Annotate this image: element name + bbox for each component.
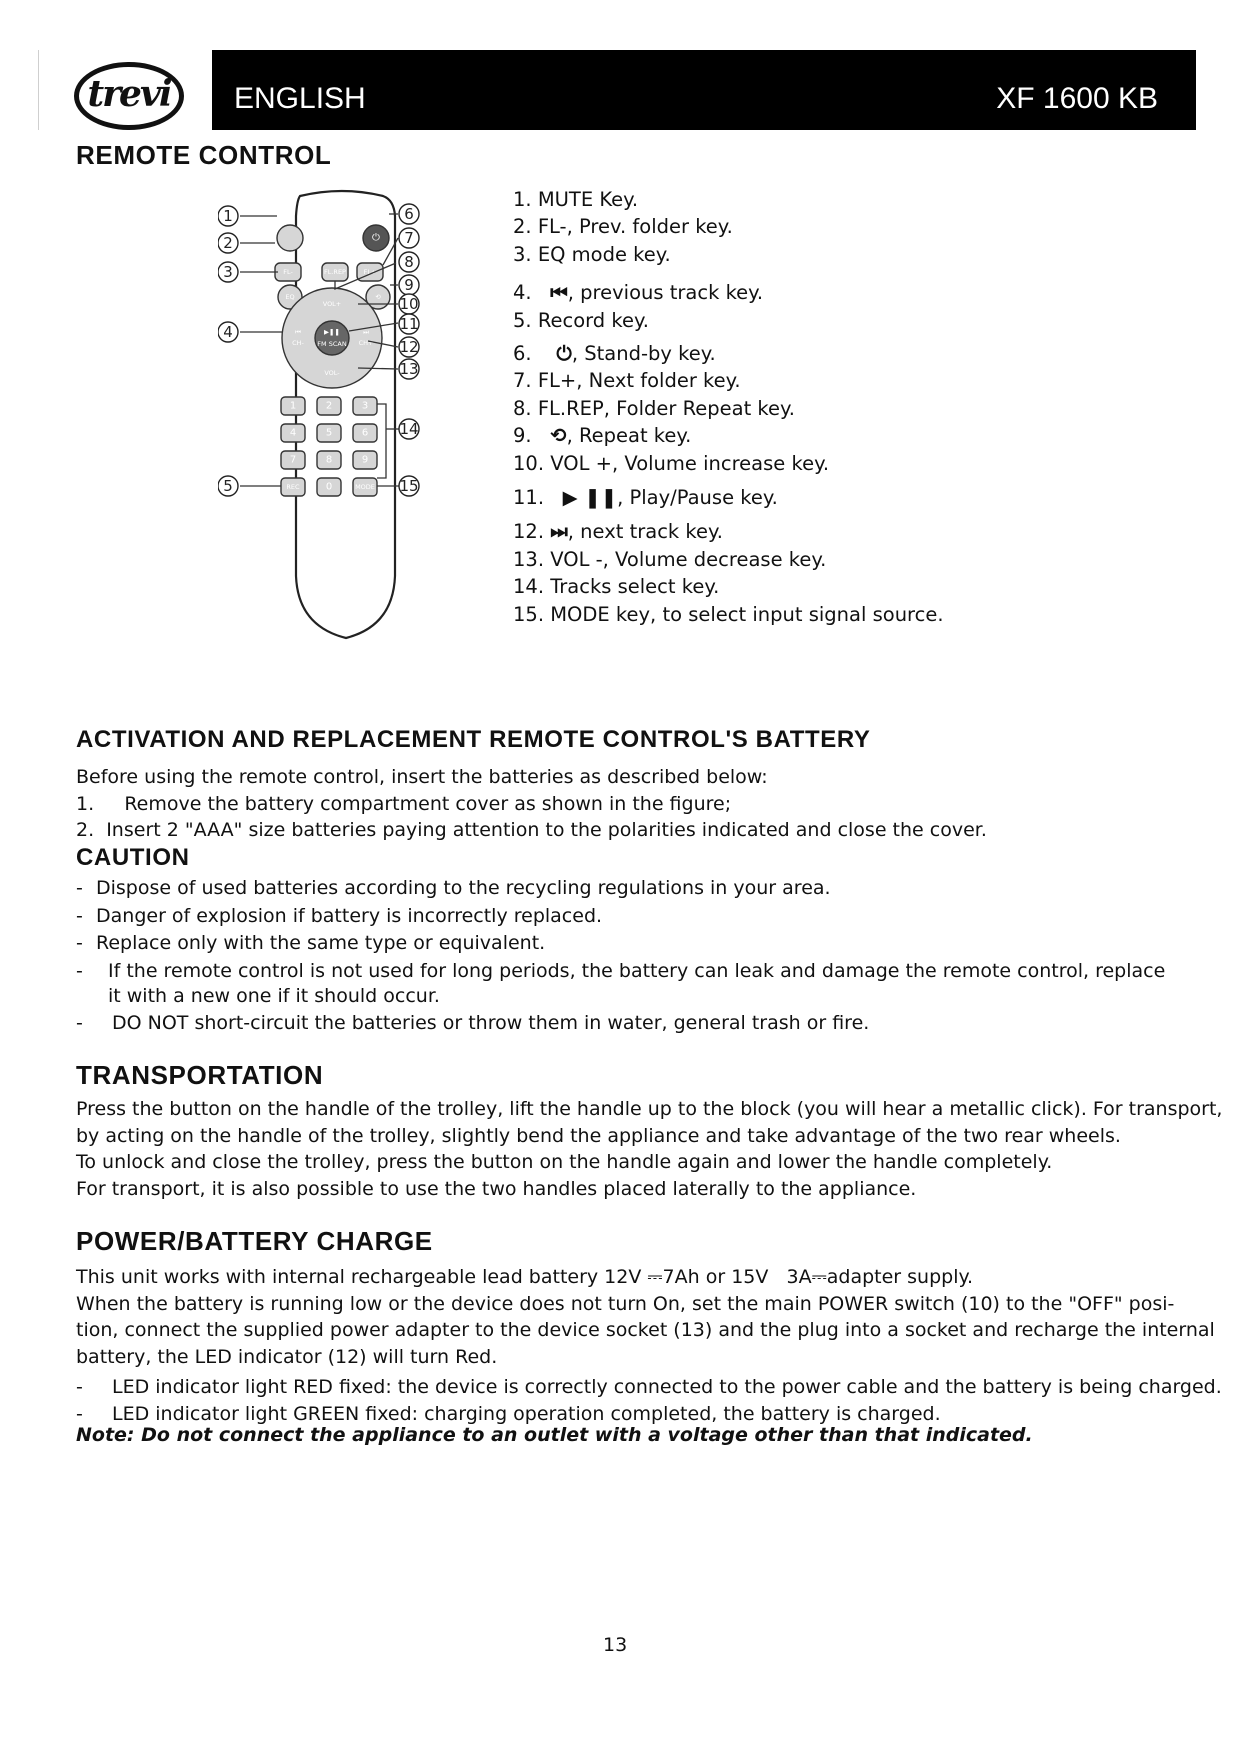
remote-control-figure	[218, 186, 468, 676]
caution-text: If the remote control is not used for long periods, the battery can leak and damage the remote control, replace it with a new one if it should occur.	[108, 959, 1166, 1007]
caution-item: - Danger of explosion if battery is incorrectly replaced.	[76, 904, 603, 927]
next-track-icon: ⏭	[550, 520, 568, 544]
vol-minus-label: VOL-	[324, 369, 340, 377]
callout-label: 15	[399, 477, 419, 495]
mute-key	[277, 225, 303, 251]
caution-list	[76, 876, 1166, 1039]
key-description: , previous track key.	[567, 281, 764, 305]
key-item	[513, 422, 944, 449]
play-pause-key	[315, 321, 349, 355]
power-line: tion, connect the supplied power adapter to the device socket (13) and the plug into a socket and recharge the internal	[76, 1319, 1215, 1341]
caution-item: - If the remote control is not used for long periods, the battery can leak and damage the remote control, replace it with a new one if it should occur.	[76, 959, 1166, 1007]
mode-label: MODE	[355, 483, 375, 491]
key-description: , Repeat key.	[566, 424, 692, 448]
repeat-icon: ⟲	[550, 424, 567, 448]
key-item	[513, 241, 944, 268]
fm-scan-label: FM SCAN	[317, 340, 347, 348]
key-item	[513, 601, 944, 628]
callout-label: 4	[223, 323, 233, 341]
transportation-heading: TRANSPORTATION	[76, 1060, 324, 1090]
svg-text:⟲: ⟲	[375, 293, 381, 301]
key-item	[513, 279, 944, 306]
callout-label: 10	[399, 295, 419, 313]
key-item	[513, 518, 944, 545]
key-item	[513, 573, 944, 600]
led-item: - LED indicator light GREEN fixed: charging operation completed, the battery is charged.	[76, 1401, 1222, 1428]
svg-text:⏻: ⏻	[372, 232, 380, 244]
callout-label: 6	[404, 205, 414, 223]
digit-label: 1	[289, 400, 297, 412]
transportation-line: Press the button on the handle of the trolley, lift the handle up to the block (you will hear a metallic click). For transport,	[76, 1098, 1223, 1120]
key-description: MODE key, to select input signal source.	[550, 602, 944, 626]
key-description: MUTE Key.	[537, 188, 639, 211]
callout-label: 11	[399, 315, 419, 333]
key-description: , Stand-by key.	[571, 342, 716, 366]
caution-heading: CAUTION	[76, 844, 190, 871]
activation-line: Before using the remote control, insert the batteries as described below:	[76, 766, 768, 788]
eq-label: EQ	[285, 293, 295, 301]
ch-minus-label: CH-	[292, 339, 304, 347]
key-description: , next track key.	[567, 520, 723, 544]
key-number: 12.	[513, 520, 545, 544]
activation-step: 2. Insert 2 "AAA" size batteries paying attention to the polarities indicated and close the cover.	[76, 819, 987, 841]
callout-label: 5	[223, 477, 233, 495]
fl-plus-label: FL+	[363, 268, 377, 276]
digit-label: 0	[325, 481, 333, 493]
callout-label: 7	[404, 229, 414, 247]
vol-plus-label: VOL+	[322, 300, 342, 308]
callout-label: 2	[223, 234, 233, 252]
ch-plus-label: CH+	[358, 339, 374, 347]
caution-item: - Dispose of used batteries according to the recycling regulations in your area.	[76, 877, 831, 899]
language-label: ENGLISH	[234, 82, 366, 115]
logo-text: trevi	[87, 73, 171, 115]
key-description: VOL +, Volume increase key.	[550, 451, 830, 475]
key-number: 1.	[513, 188, 532, 211]
activation-heading: ACTIVATION AND REPLACEMENT REMOTE CONTROL'S BATTERY	[76, 726, 871, 753]
previous-track-icon: ⏮	[550, 281, 568, 305]
callout-label: 12	[399, 338, 419, 356]
key-number: 11.	[513, 486, 545, 510]
digit-label: 6	[361, 427, 369, 439]
key-number: 13.	[513, 547, 545, 571]
power-heading: POWER/BATTERY CHARGE	[76, 1226, 433, 1256]
key-description: FL.REP, Folder Repeat key.	[537, 396, 795, 420]
key-description: Tracks select key.	[550, 575, 720, 599]
key-item	[513, 546, 944, 573]
remote-body	[296, 191, 395, 638]
key-number: 2.	[513, 215, 532, 239]
key-description: EQ mode key.	[537, 242, 671, 266]
key-item	[513, 307, 944, 334]
key-number: 14.	[513, 575, 545, 599]
key-number: 10.	[513, 451, 545, 475]
digit-label: 2	[325, 400, 333, 412]
key-description: Record key.	[537, 308, 649, 332]
callout-label: 8	[404, 253, 414, 271]
key-description: VOL -, Volume decrease key.	[550, 547, 827, 571]
activation-step: 1. Remove the battery compartment cover as shown in the figure;	[76, 792, 732, 815]
key-number: 3.	[513, 242, 532, 266]
page-number: 13	[603, 1634, 628, 1656]
key-item	[513, 213, 944, 240]
key-number: 9.	[513, 424, 532, 448]
led-indicator-list	[76, 1374, 1222, 1428]
key-number: 6.	[513, 342, 532, 366]
transportation-line: For transport, it is also possible to use the two handles placed laterally to the appliance.	[76, 1177, 917, 1200]
transportation-line: To unlock and close the trolley, press the button on the handle again and lower the handle completely.	[76, 1151, 1053, 1173]
voltage-note: Note: Do not connect the appliance to an outlet with a voltage other than that indicated.	[76, 1424, 1033, 1446]
model-label: XF 1600 KB	[996, 82, 1158, 115]
caution-item: - DO NOT short-circuit the batteries or throw them in water, general trash or fire.	[76, 1012, 870, 1034]
key-item	[513, 367, 944, 394]
svg-text:⏭: ⏭	[363, 328, 369, 336]
fl-rep-label: FL.REP	[324, 268, 346, 276]
digit-label: 5	[325, 427, 333, 439]
remote-key-list	[513, 186, 944, 628]
activation-text	[76, 764, 987, 844]
key-description: FL+, Next folder key.	[537, 369, 741, 393]
header-bar	[212, 50, 1196, 130]
caution-item: - Replace only with the same type or equivalent.	[76, 932, 546, 954]
power-icon: ⏻	[556, 342, 572, 366]
power-line: This unit works with internal rechargeable lead battery 12V ⎓7Ah or 15V 3A⎓adapter supply.	[76, 1266, 974, 1288]
power-line: battery, the LED indicator (12) will turn Red.	[76, 1345, 498, 1368]
callout-label: 13	[399, 360, 419, 378]
key-item	[513, 484, 944, 511]
led-text: LED indicator light RED fixed: the device is correctly connected to the power cable and the battery is being charged.	[112, 1376, 1222, 1398]
key-description: FL-, Prev. folder key.	[537, 215, 733, 239]
trevi-logo	[74, 62, 184, 130]
caution-text: DO NOT short-circuit the batteries or throw them in water, general trash or fire.	[112, 1012, 870, 1034]
margin-rule	[38, 50, 39, 130]
remote-control-heading: REMOTE CONTROL	[76, 140, 332, 170]
callout-label: 9	[404, 276, 414, 294]
remote-control-svg	[218, 186, 468, 676]
key-number: 15.	[513, 602, 545, 626]
caution-text: Dispose of used batteries according to the recycling regulations in your area.	[96, 877, 831, 899]
key-number: 4.	[513, 281, 532, 305]
callout-label: 14	[399, 420, 419, 438]
play-pause-icon: ▶ ❚❚	[562, 486, 618, 510]
fl-minus-label: FL-	[283, 268, 293, 276]
digit-label: 3	[361, 400, 369, 412]
transportation-line: by acting on the handle of the trolley, slightly bend the appliance and take advantage of the two rear wheels.	[76, 1124, 1121, 1147]
caution-text: Danger of explosion if battery is incorrectly replaced.	[96, 904, 603, 927]
led-text: LED indicator light GREEN fixed: charging operation completed, the battery is charged.	[112, 1403, 941, 1425]
caution-text: Replace only with the same type or equivalent.	[96, 932, 546, 954]
key-number: 8.	[513, 396, 532, 420]
power-line: When the battery is running low or the device does not turn On, set the main POWER switch (10) to the "OFF" posi-	[76, 1292, 1175, 1315]
rec-label: REC	[286, 483, 300, 491]
key-item	[513, 450, 944, 477]
key-item	[513, 395, 944, 422]
led-item: - LED indicator light RED fixed: the device is correctly connected to the power cable and the battery is being charged.	[76, 1374, 1222, 1401]
callout-label: 1	[223, 207, 233, 225]
digit-label: 8	[325, 454, 333, 466]
digit-label: 9	[361, 454, 369, 466]
digit-label: 7	[289, 454, 297, 466]
svg-text:⏮: ⏮	[295, 328, 301, 336]
key-number: 5.	[513, 308, 532, 332]
callout-label: 3	[223, 263, 233, 281]
svg-text:▶❚❚: ▶❚❚	[324, 328, 340, 336]
digit-label: 4	[289, 427, 297, 439]
key-description: , Play/Pause key.	[617, 486, 778, 510]
transportation-text	[76, 1096, 1222, 1202]
key-number: 7.	[513, 369, 532, 393]
key-item	[513, 340, 944, 367]
key-item	[513, 186, 944, 213]
power-text	[76, 1264, 1215, 1370]
